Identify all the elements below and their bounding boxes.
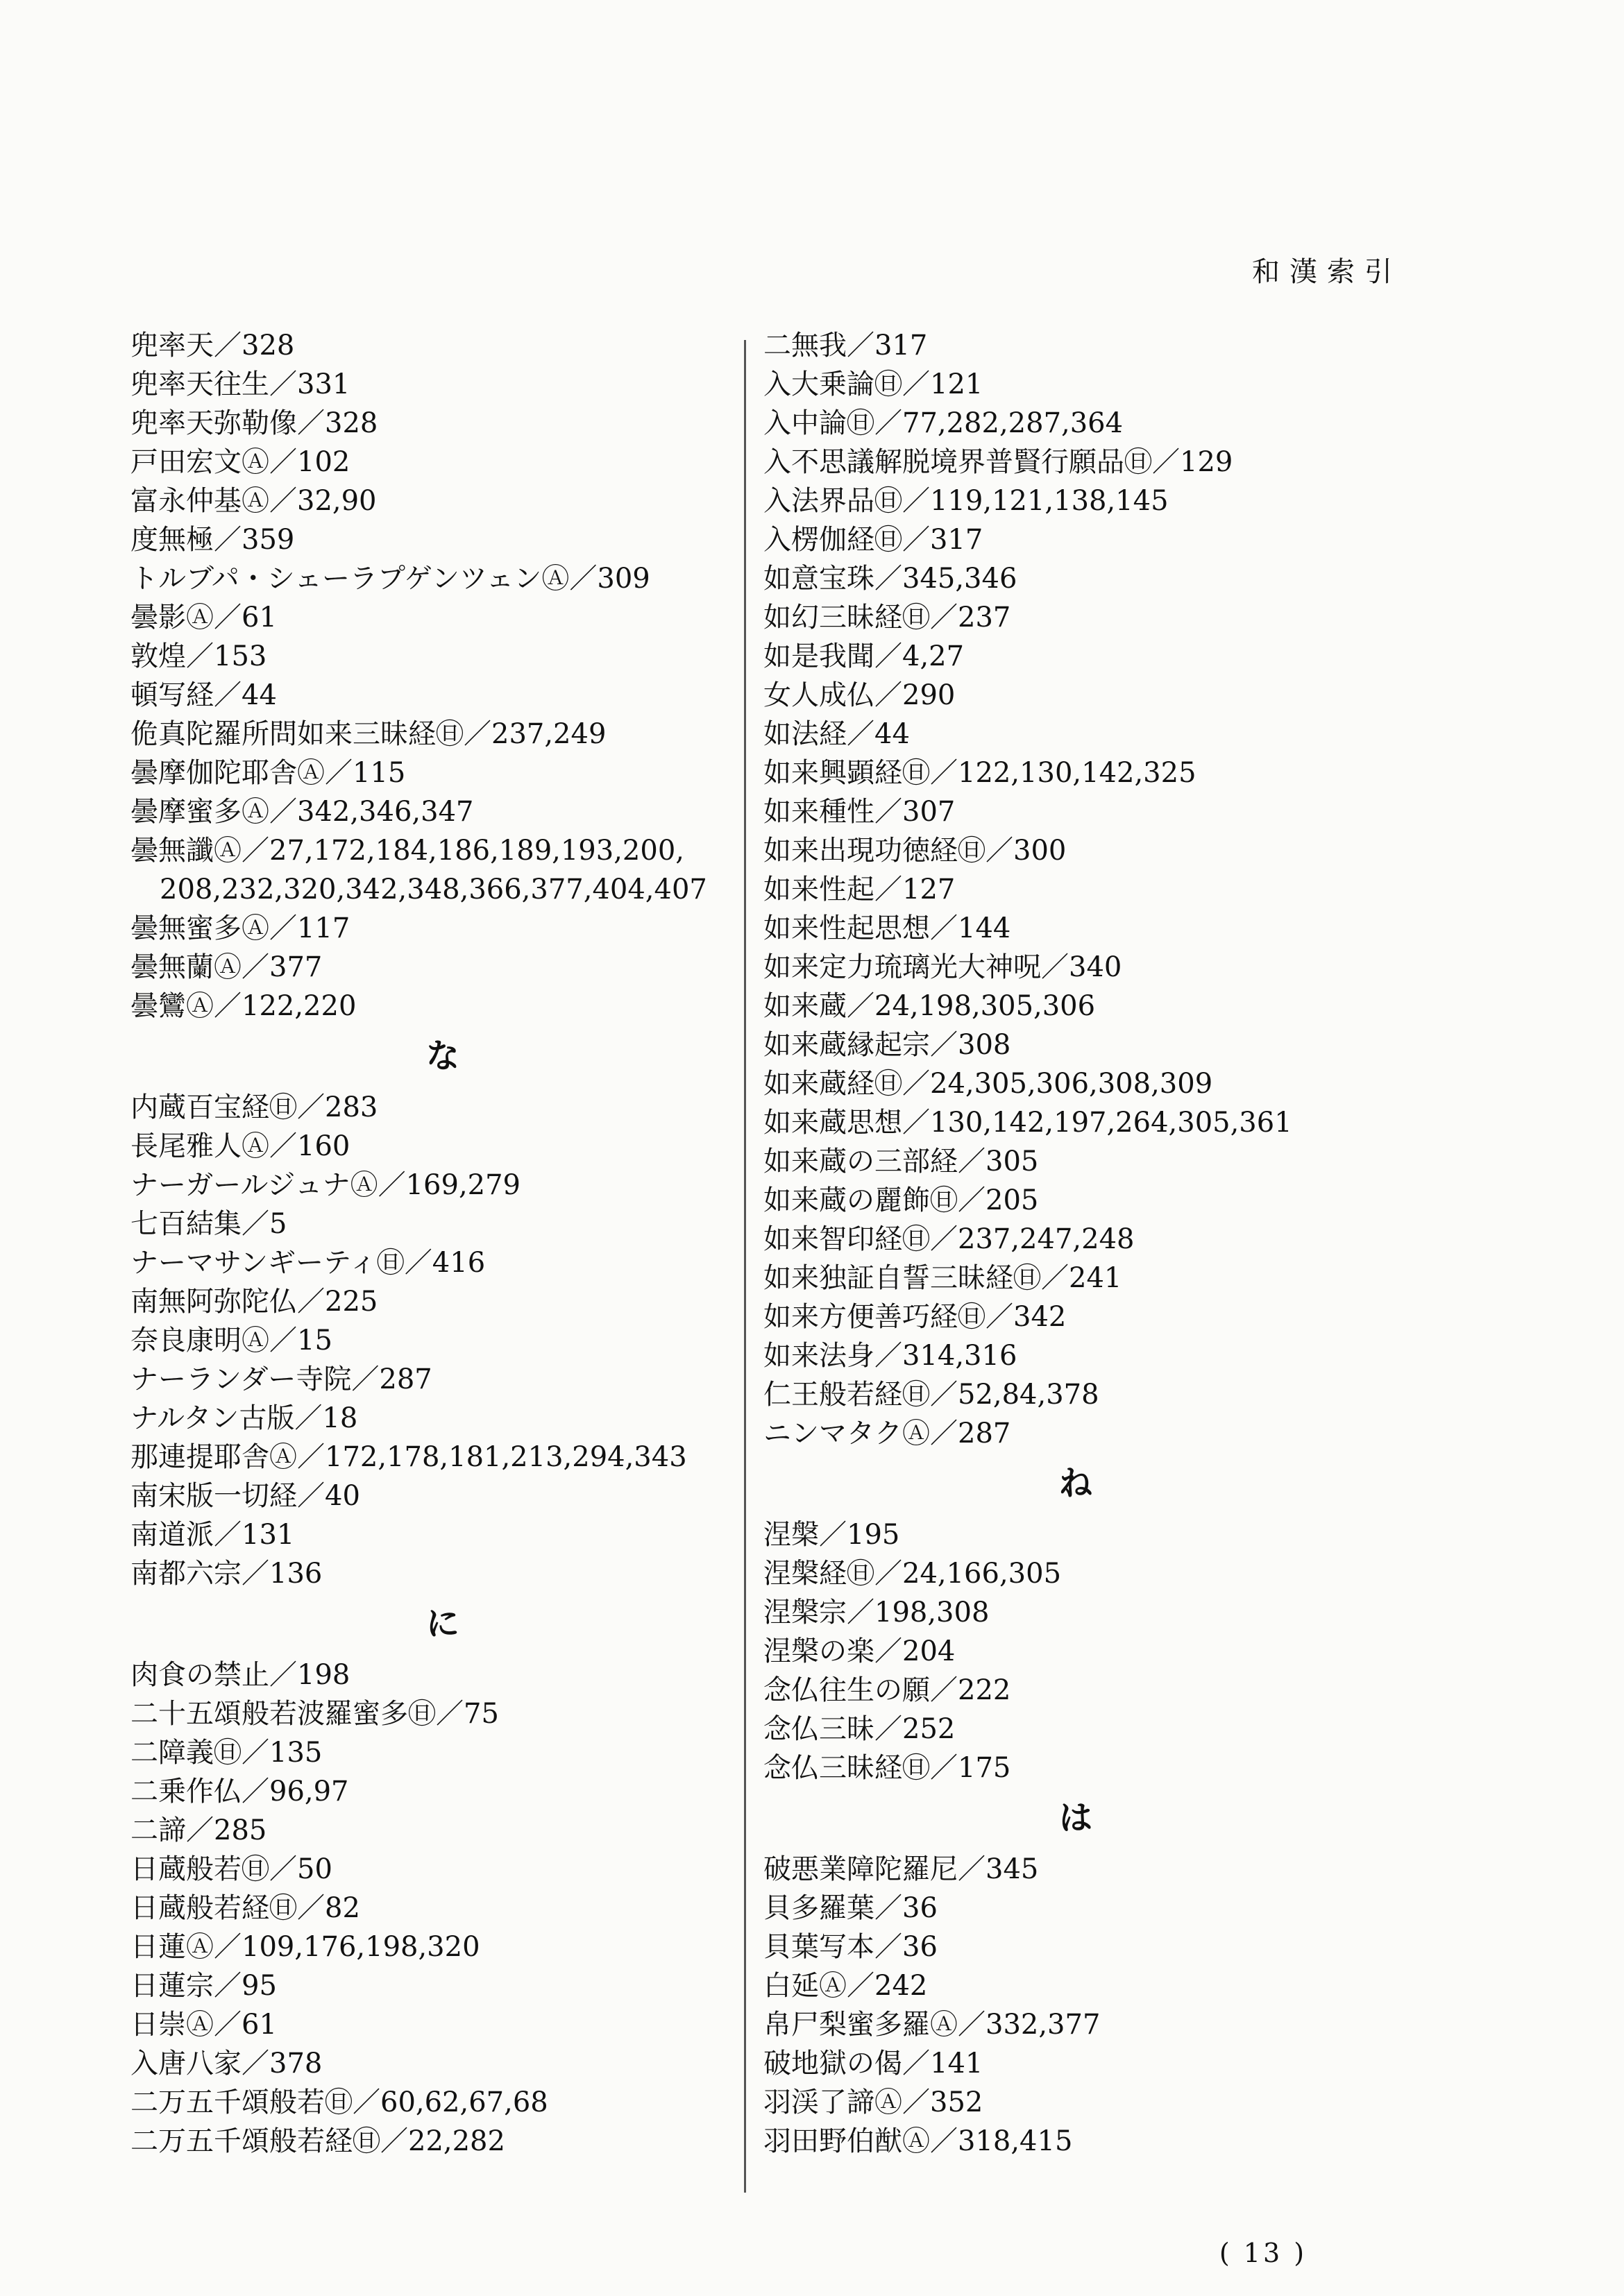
index-entry: 敦煌／153	[130, 640, 267, 672]
index-entry: 兜率天往生／331	[130, 368, 350, 400]
index-entry: 貝多羅葉／36	[763, 1892, 938, 1924]
section-heading-ne: ね	[1058, 1464, 1092, 1503]
index-entry: 曇無蘭Ⓐ／377	[130, 951, 323, 983]
index-entry: トルブパ・シェーラプゲンツェンⒶ／309	[130, 563, 650, 595]
index-entry: 二無我／317	[763, 330, 928, 362]
index-entry: 南無阿弥陀仏／225	[130, 1286, 378, 1318]
index-entry: 佹真陀羅所問如来三昧経㊐／237,249	[130, 718, 607, 750]
index-entry: 如来蔵の麗飾㊐／205	[763, 1184, 1039, 1216]
index-entry: 曇摩蜜多Ⓐ／342,346,347	[130, 796, 474, 828]
index-entry: 如来性起思想／144	[763, 912, 1011, 944]
index-entry: 仁王般若経㊐／52,84,378	[763, 1379, 1099, 1411]
index-group	[130, 326, 755, 1026]
index-entry: 念仏往生の願／222	[763, 1674, 1011, 1706]
index-entry: 七百結集／5	[130, 1208, 287, 1240]
index-entry: 如意宝珠／345,346	[763, 563, 1017, 595]
index-entry: 208,232,320,342,348,366,377,404,407	[160, 874, 707, 905]
index-entry: 入大乗論㊐／121	[763, 368, 983, 400]
section-heading-ni: に	[425, 1604, 459, 1643]
index-entry: 如来智印経㊐／237,247,248	[763, 1223, 1135, 1255]
left-column	[130, 326, 755, 2161]
index-entry: 如幻三昧経㊐／237	[763, 602, 1011, 633]
index-entry: 如来定力琉璃光大神呪／340	[763, 951, 1122, 983]
index-entry: ナーガールジュナⒶ／169,279	[130, 1169, 521, 1201]
index-entry: 如来蔵思想／130,142,197,264,305,361	[763, 1107, 1292, 1139]
index-entry: 二乗作仏／96,97	[130, 1776, 349, 1808]
index-entry: 如来法身／314,316	[763, 1340, 1017, 1372]
index-entry: 肉食の禁止／198	[130, 1659, 350, 1691]
index-entry: 如法経／44	[763, 718, 910, 750]
index-entry: 如来独証自誓三昧経㊐／241	[763, 1262, 1122, 1294]
index-entry: 曇摩伽陀耶舎Ⓐ／115	[130, 757, 406, 789]
index-entry: 入法界品㊐／119,121,138,145	[763, 485, 1169, 517]
index-entry: 度無極／359	[130, 524, 295, 556]
index-entry: 頓写経／44	[130, 679, 277, 711]
index-entry: 入唐八家／378	[130, 2048, 323, 2080]
index-entry: 曇無讖Ⓐ／27,172,184,186,189,193,200,	[130, 835, 684, 867]
index-entry: 涅槃経㊐／24,166,305	[763, 1558, 1062, 1590]
index-entry: 曇影Ⓐ／61	[130, 602, 277, 633]
index-group-ne	[763, 1515, 1388, 1787]
index-entry: 如来蔵縁起宗／308	[763, 1029, 1011, 1061]
index-entry: 日蓮Ⓐ／109,176,198,320	[130, 1931, 480, 1963]
index-entry: 兜率天弥勒像／328	[130, 407, 378, 439]
running-header: 和漢索引	[1252, 256, 1402, 288]
index-entry: 入中論㊐／77,282,287,364	[763, 407, 1124, 439]
index-entry: 兜率天／328	[130, 330, 295, 362]
index-entry: 白延Ⓐ／242	[763, 1970, 928, 2002]
index-entry: 富永仲基Ⓐ／32,90	[130, 485, 377, 517]
index-group-na	[130, 1088, 755, 1593]
index-entry: 二諦／285	[130, 1814, 267, 1846]
index-entry: 如来方便善巧経㊐／342	[763, 1301, 1067, 1333]
index-entry: 二十五頌般若波羅蜜多㊐／75	[130, 1698, 499, 1730]
index-entry: 那連提耶舎Ⓐ／172,178,181,213,294,343	[130, 1441, 687, 1473]
index-entry: 如来出現功徳経㊐／300	[763, 835, 1067, 867]
index-entry: 内蔵百宝経㊐／283	[130, 1091, 378, 1123]
index-entry: 南宋版一切経／40	[130, 1480, 360, 1512]
index-entry: 涅槃／195	[763, 1519, 900, 1551]
index-entry: ニンマタクⒶ／287	[763, 1418, 1011, 1449]
index-entry: 如来蔵の三部経／305	[763, 1146, 1039, 1177]
index-entry: 羽渓了諦Ⓐ／352	[763, 2086, 983, 2118]
index-entry: ナーランダー寺院／287	[130, 1363, 432, 1395]
index-entry: 如是我聞／4,27	[763, 640, 965, 672]
index-entry: 戸田宏文Ⓐ／102	[130, 446, 350, 478]
index-entry: 羽田野伯猷Ⓐ／318,415	[763, 2125, 1073, 2157]
index-entry: 南都六宗／136	[130, 1558, 323, 1590]
index-entry: 如来興顕経㊐／122,130,142,325	[763, 757, 1196, 789]
index-entry: 南道派／131	[130, 1519, 295, 1551]
index-entry: 帛尸梨蜜多羅Ⓐ／332,377	[763, 2009, 1101, 2041]
page-number: ( 13 )	[1219, 2238, 1308, 2268]
index-entry: 念仏三昧経㊐／175	[763, 1752, 1011, 1784]
index-entry: 涅槃の楽／204	[763, 1635, 956, 1667]
index-entry: 長尾雅人Ⓐ／160	[130, 1130, 350, 1162]
index-entry: 念仏三昧／252	[763, 1713, 956, 1745]
index-entry: 二障義㊐／135	[130, 1737, 323, 1769]
index-entry: 貝葉写本／36	[763, 1931, 938, 1963]
section-heading-ha: は	[1058, 1798, 1092, 1837]
index-entry: 日崇Ⓐ／61	[130, 2009, 277, 2041]
index-entry: 女人成仏／290	[763, 679, 956, 711]
index-entry: 涅槃宗／198,308	[763, 1597, 990, 1629]
index-entry: 二万五千頌般若経㊐／22,282	[130, 2125, 505, 2157]
index-entry: 如来種性／307	[763, 796, 956, 828]
index-entry: 如来蔵経㊐／24,305,306,308,309	[763, 1068, 1213, 1100]
index-entry: 曇鸞Ⓐ／122,220	[130, 990, 357, 1022]
index-entry: 入不思議解脱境界普賢行願品㊐／129	[763, 446, 1233, 478]
index-entry: 曇無蜜多Ⓐ／117	[130, 912, 350, 944]
right-column	[763, 326, 1388, 2161]
index-entry: 破地獄の偈／141	[763, 2048, 983, 2080]
index-entry: 如来蔵／24,198,305,306	[763, 990, 1096, 1022]
index-entry: 破悪業障陀羅尼／345	[763, 1853, 1039, 1885]
index-entry: ナルタン古版／18	[130, 1402, 358, 1434]
index-entry: 如来性起／127	[763, 874, 956, 905]
index-entry: 二万五千頌般若㊐／60,62,67,68	[130, 2086, 548, 2118]
index-group	[763, 326, 1388, 1453]
index-entry: 日蔵般若経㊐／82	[130, 1892, 360, 1924]
section-heading-na: な	[425, 1037, 459, 1075]
index-entry: 日蓮宗／95	[130, 1970, 277, 2002]
index-entry: ナーマサンギーティ㊐／416	[130, 1247, 486, 1279]
index-group-ha	[763, 1850, 1388, 2161]
index-entry: 奈良康明Ⓐ／15	[130, 1325, 332, 1357]
index-entry: 日蔵般若㊐／50	[130, 1853, 332, 1885]
index-entry: 入楞伽経㊐／317	[763, 524, 983, 556]
index-group-ni	[130, 1656, 755, 2161]
